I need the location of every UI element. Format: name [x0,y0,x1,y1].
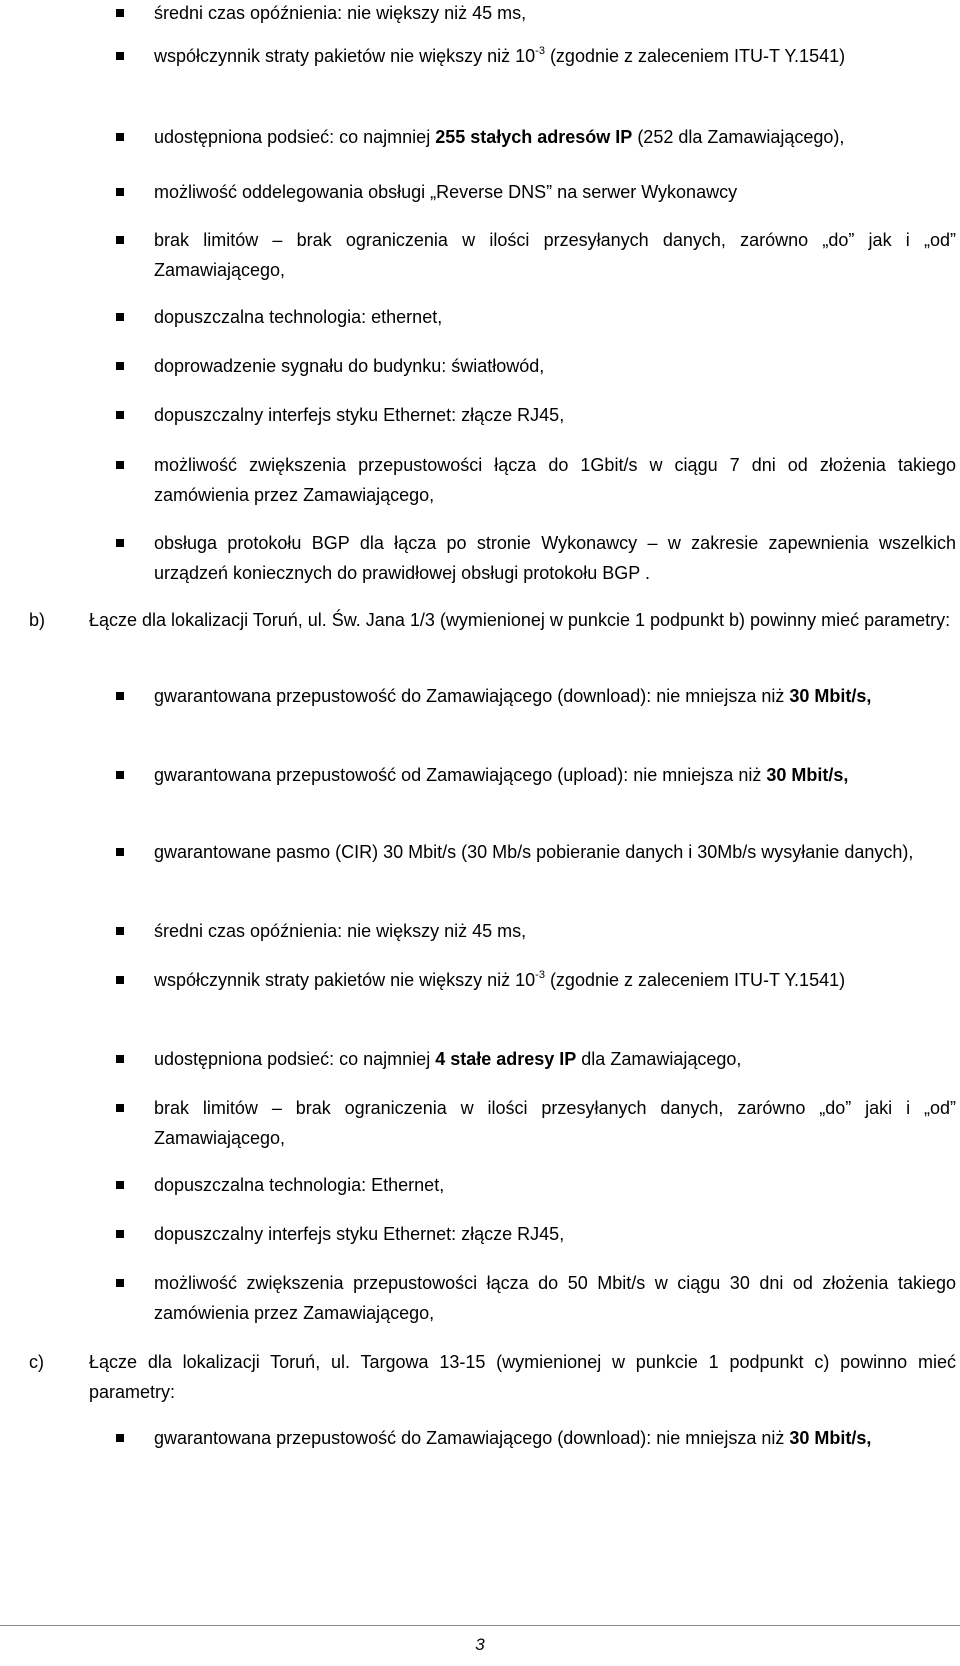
item-text: (zgodnie z zaleceniem ITU-T Y.1541) [544,970,846,990]
section-b [29,605,956,635]
bullet-icon [116,771,124,779]
list-item [154,916,956,946]
item-text: brak limitów – brak ograniczenia w ilości przesyłanych danych, zarówno „do” jaki i „od” Zamawiającego, [154,1098,956,1148]
list-item [154,351,956,381]
bullet-icon [116,461,124,469]
bullet-icon [116,411,124,419]
item-text: dla Zamawiającego, [576,1049,742,1069]
item-text: możliwość oddelegowania obsługi „Reverse DNS” na serwer Wykonawcy [154,182,738,202]
item-text: dopuszczalny interfejs styku Ethernet: złącze RJ45, [154,1224,565,1244]
item-text-bold: 30 Mbit/s, [766,765,849,785]
bullet-icon [116,1181,124,1189]
list-item [154,1423,956,1453]
section-letter: c) [29,1352,44,1372]
item-text: dopuszczalna technologia: ethernet, [154,307,443,327]
item-text: gwarantowana przepustowość do Zamawiającego (download): nie mniejsza niż [154,1428,790,1448]
item-text: możliwość zwiększenia przepustowości łącza do 50 Mbit/s w ciągu 30 dni od złożenia takiego zamówienia przez Zamawiającego, [154,1273,956,1323]
item-text: brak limitów – brak ograniczenia w ilości przesyłanych danych, zarówno „do” jak i „od” Zamawiającego, [154,230,956,280]
list-item [154,41,956,71]
list-item [154,681,956,711]
item-text: gwarantowana przepustowość od Zamawiającego (upload): nie mniejsza niż [154,765,767,785]
bullet-icon [116,362,124,370]
item-text: obsługa protokołu BGP dla łącza po stronie Wykonawcy – w zakresie zapewnienia wszelkich urządzeń koniecznych do prawidłowej obsługi protokołu BGP . [154,533,956,583]
superscript: -3 [535,969,545,981]
list-item [154,965,956,995]
section-text: Łącze dla lokalizacji Toruń, ul. Targowa 13-15 (wymienionej w punkcie 1 podpunkt c) powinno mieć parametry: [89,1352,956,1402]
bullet-icon [116,976,124,984]
bullet-icon [116,848,124,856]
item-text: dopuszczalna technologia: Ethernet, [154,1175,445,1195]
list-item [154,122,956,152]
list-item [154,302,956,332]
list-item [154,225,956,285]
footer-divider [0,1625,960,1626]
bullet-icon [116,692,124,700]
item-text: udostępniona podsieć: co najmniej [154,127,436,147]
item-text: średni czas opóźnienia: nie większy niż 45 ms, [154,3,527,23]
bullet-icon [116,927,124,935]
section-text: Łącze dla lokalizacji Toruń, ul. Św. Jana 1/3 (wymienionej w punkcie 1 podpunkt b) powinny mieć parametry: [89,610,951,630]
bullet-icon [116,539,124,547]
section-letter: b) [29,610,46,630]
list-item [154,0,956,28]
list-item [154,1268,956,1328]
bullet-icon [116,1279,124,1287]
item-text: doprowadzenie sygnału do budynku: światłowód, [154,356,545,376]
list-item [154,177,956,207]
item-text: dopuszczalny interfejs styku Ethernet: złącze RJ45, [154,405,565,425]
bullet-icon [116,1104,124,1112]
bullet-icon [116,188,124,196]
bullet-icon [116,313,124,321]
item-text-bold: 4 stałe adresy IP [435,1049,577,1069]
list-item [154,528,956,588]
bullet-icon [116,133,124,141]
item-text: (252 dla Zamawiającego), [632,127,845,147]
list-item [154,1170,956,1200]
item-text: średni czas opóźnienia: nie większy niż 45 ms, [154,921,527,941]
bullet-icon [116,52,124,60]
list-item [154,760,956,790]
list-item [154,1219,956,1249]
bullet-icon [116,1230,124,1238]
item-text: gwarantowane pasmo (CIR) 30 Mbit/s (30 Mb/s pobieranie danych i 30Mb/s wysyłanie danych), [154,842,914,862]
item-text-bold: 30 Mbit/s, [789,1428,872,1448]
bullet-icon [116,1055,124,1063]
section-c [29,1347,956,1407]
list-item [154,450,956,510]
item-text: gwarantowana przepustowość do Zamawiającego (download): nie mniejsza niż [154,686,790,706]
item-text: udostępniona podsieć: co najmniej [154,1049,436,1069]
item-text: (zgodnie z zaleceniem ITU-T Y.1541) [544,46,846,66]
item-text-bold: 30 Mbit/s, [789,686,872,706]
item-text: możliwość zwiększenia przepustowości łącza do 1Gbit/s w ciągu 7 dni od złożenia takiego zamówienia przez Zamawiającego, [154,455,956,505]
bullet-icon [116,1434,124,1442]
list-item [154,1044,956,1074]
item-text-bold: 255 stałych adresów IP [435,127,633,147]
list-item [154,837,956,867]
list-item [154,400,956,430]
item-text: współczynnik straty pakietów nie większy niż 10 [154,970,536,990]
bullet-icon [116,9,124,17]
superscript: -3 [535,45,545,57]
item-text: współczynnik straty pakietów nie większy niż 10 [154,46,536,66]
list-item [154,1093,956,1153]
page-number: 3 [475,1635,485,1654]
bullet-icon [116,236,124,244]
